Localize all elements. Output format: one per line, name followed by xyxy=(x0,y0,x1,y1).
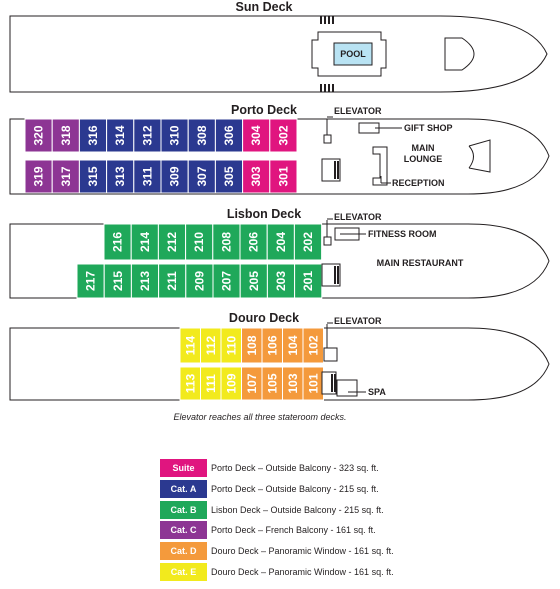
cabin-number: 203 xyxy=(274,270,288,292)
cabin-number: 109 xyxy=(224,373,239,394)
cabin-217[interactable] xyxy=(77,264,104,298)
cabin-111[interactable] xyxy=(201,367,222,400)
cabin-number: 314 xyxy=(113,125,128,146)
cabin-number: 204 xyxy=(273,231,288,253)
cabin-213[interactable] xyxy=(131,264,158,298)
cabin-number: 301 xyxy=(276,166,291,187)
cabin-201[interactable] xyxy=(295,264,322,298)
cabin-number: 313 xyxy=(113,166,128,187)
cabin-304[interactable] xyxy=(243,119,270,152)
legend-badge: Cat. C xyxy=(160,521,207,539)
cabin-314[interactable] xyxy=(107,119,134,152)
legend-description: Porto Deck – Outside Balcony - 323 sq. ft. xyxy=(211,463,379,473)
cabin-number: 201 xyxy=(301,270,316,292)
cabin-number: 317 xyxy=(58,166,73,187)
cabin-309[interactable] xyxy=(161,160,188,193)
cabin-317[interactable] xyxy=(52,160,79,193)
cabin-number: 216 xyxy=(110,231,125,253)
spa-label: SPA xyxy=(368,387,386,397)
lisbon-deck-title: Lisbon Deck xyxy=(226,207,302,221)
cabin-312[interactable] xyxy=(134,119,161,152)
cabin-number: 112 xyxy=(203,335,218,356)
main-lounge-label-1: MAIN xyxy=(411,143,435,153)
cabin-number: 214 xyxy=(137,231,152,253)
cabin-105[interactable] xyxy=(262,367,283,400)
cabin-307[interactable] xyxy=(188,160,215,193)
cabin-108[interactable] xyxy=(242,328,263,363)
cabin-number: 113 xyxy=(183,373,198,394)
cabin-number: 315 xyxy=(86,166,100,187)
legend-row-cat-e xyxy=(160,563,540,581)
cabin-305[interactable] xyxy=(215,160,242,193)
cabin-209[interactable] xyxy=(186,264,213,298)
cabin-206[interactable] xyxy=(240,224,267,260)
legend-badge: Suite xyxy=(160,459,207,477)
legend-badge: Cat. E xyxy=(160,563,207,581)
main-restaurant-label: MAIN RESTAURANT xyxy=(376,258,464,268)
porto-elevator xyxy=(324,135,331,143)
cabin-number: 106 xyxy=(265,335,280,356)
legend-description: Lisbon Deck – Outside Balcony - 215 sq. ft. xyxy=(211,504,384,515)
cabin-number: 308 xyxy=(194,125,209,146)
cabin-303[interactable] xyxy=(243,160,270,193)
cabin-205[interactable] xyxy=(240,264,267,298)
cabin-306[interactable] xyxy=(215,119,242,152)
cabin-202[interactable] xyxy=(294,224,321,260)
legend-row-cat-a xyxy=(160,480,540,498)
cabin-number: 211 xyxy=(165,271,180,291)
douro-stairs xyxy=(322,372,336,394)
douro-elevator-label: ELEVATOR xyxy=(334,316,382,326)
cabin-212[interactable] xyxy=(158,224,185,260)
reception-label: RECEPTION xyxy=(392,178,445,188)
cabin-number: 206 xyxy=(246,231,261,253)
porto-stairs xyxy=(322,159,340,181)
cabin-113[interactable] xyxy=(180,367,201,400)
legend-badge: Cat. B xyxy=(160,501,207,519)
legend-badge: Cat. D xyxy=(160,542,207,560)
cabin-210[interactable] xyxy=(186,224,213,260)
legend-badge: Cat. A xyxy=(160,480,207,498)
cabin-number: 111 xyxy=(203,374,218,393)
cabin-number: 217 xyxy=(83,270,98,292)
spa xyxy=(337,380,357,396)
cabin-number: 304 xyxy=(249,125,264,146)
sun-deck-title: Sun Deck xyxy=(235,0,293,14)
douro-elevator xyxy=(324,348,337,361)
cabin-number: 207 xyxy=(219,270,234,292)
cabin-number: 307 xyxy=(194,166,209,187)
cabin-114[interactable] xyxy=(180,328,201,363)
cabin-number: 303 xyxy=(249,166,264,187)
cabin-216[interactable] xyxy=(104,224,131,260)
cabin-301[interactable] xyxy=(270,160,297,193)
cabin-number: 310 xyxy=(167,125,182,146)
gift-shop-label: GIFT SHOP xyxy=(404,123,453,133)
lisbon-stairs xyxy=(322,264,340,286)
lisbon-elevator xyxy=(324,237,331,245)
cabin-number: 306 xyxy=(222,125,236,146)
cabin-number: 107 xyxy=(244,373,259,394)
cabin-319[interactable] xyxy=(25,160,52,193)
legend-row-cat-c xyxy=(160,521,540,539)
cabin-207[interactable] xyxy=(213,264,240,298)
legend-description: Douro Deck – Panoramic Window - 161 sq. ft. xyxy=(211,567,394,577)
legend-description: Porto Deck – Outside Balcony - 215 sq. ft. xyxy=(211,483,379,494)
cabin-104[interactable] xyxy=(283,328,304,363)
fitness-room-label: FITNESS ROOM xyxy=(368,229,437,239)
cabin-310[interactable] xyxy=(161,119,188,152)
cabin-number: 213 xyxy=(138,270,152,292)
cabin-number: 309 xyxy=(167,166,182,187)
cabin-number: 305 xyxy=(222,166,236,187)
cabin-number: 104 xyxy=(285,335,300,356)
cabin-number: 319 xyxy=(31,166,46,187)
cabin-number: 311 xyxy=(140,166,155,187)
legend-row-suite xyxy=(160,459,540,477)
lisbon-elevator-label: ELEVATOR xyxy=(334,212,382,222)
cabin-318[interactable] xyxy=(52,119,79,152)
cabin-103[interactable] xyxy=(283,367,304,400)
cabin-302[interactable] xyxy=(270,119,297,152)
cabin-102[interactable] xyxy=(303,328,324,363)
cabin-101[interactable] xyxy=(303,367,324,400)
cabin-number: 101 xyxy=(306,373,321,394)
pool-label: POOL xyxy=(340,49,366,59)
cabin-315[interactable] xyxy=(79,160,106,193)
cabin-203[interactable] xyxy=(267,264,294,298)
cabin-204[interactable] xyxy=(267,224,294,260)
cabin-number: 302 xyxy=(276,125,291,146)
cabin-215[interactable] xyxy=(104,264,131,298)
cabin-211[interactable] xyxy=(159,264,186,298)
cabin-208[interactable] xyxy=(213,224,240,260)
porto-elevator-label: ELEVATOR xyxy=(334,106,382,116)
main-lounge-label-2: LOUNGE xyxy=(403,154,443,164)
legend-row-cat-d xyxy=(160,542,540,560)
cabin-320[interactable] xyxy=(25,119,52,152)
cabin-number: 212 xyxy=(165,231,179,253)
cabin-number: 208 xyxy=(219,231,234,253)
cabin-number: 210 xyxy=(192,231,207,253)
cabin-112[interactable] xyxy=(201,328,222,363)
cabin-number: 105 xyxy=(265,373,280,394)
cabin-106[interactable] xyxy=(262,328,283,363)
cabin-number: 103 xyxy=(285,373,300,394)
cabin-308[interactable] xyxy=(188,119,215,152)
legend-description: Porto Deck – French Balcony - 161 sq. ft. xyxy=(211,525,376,536)
cabin-number: 215 xyxy=(110,270,125,292)
cabin-number: 108 xyxy=(244,335,259,356)
cabin-214[interactable] xyxy=(131,224,158,260)
cabin-number: 110 xyxy=(224,335,239,356)
cabin-number: 312 xyxy=(140,125,155,146)
legend-description: Douro Deck – Panoramic Window - 161 sq. ft. xyxy=(211,546,394,557)
cabin-number: 209 xyxy=(192,270,207,292)
douro-deck-title: Douro Deck xyxy=(228,311,300,325)
cabin-311[interactable] xyxy=(134,160,161,193)
porto-deck-title: Porto Deck xyxy=(231,103,297,117)
cabin-number: 202 xyxy=(301,231,315,253)
cabin-316[interactable] xyxy=(79,119,106,152)
cabin-number: 102 xyxy=(306,335,321,356)
cabin-number: 316 xyxy=(86,125,100,146)
cabin-number: 114 xyxy=(183,335,198,356)
elevator-note: Elevator reaches all three stateroom decks. xyxy=(173,412,347,422)
cabin-110[interactable] xyxy=(221,328,242,363)
cabin-number: 320 xyxy=(31,125,46,146)
cabin-313[interactable] xyxy=(107,160,134,193)
cabin-number: 205 xyxy=(246,270,261,292)
cabin-number: 318 xyxy=(58,125,73,146)
cabin-107[interactable] xyxy=(242,367,263,400)
cabin-109[interactable] xyxy=(221,367,242,400)
legend-row-cat-b xyxy=(160,501,540,519)
